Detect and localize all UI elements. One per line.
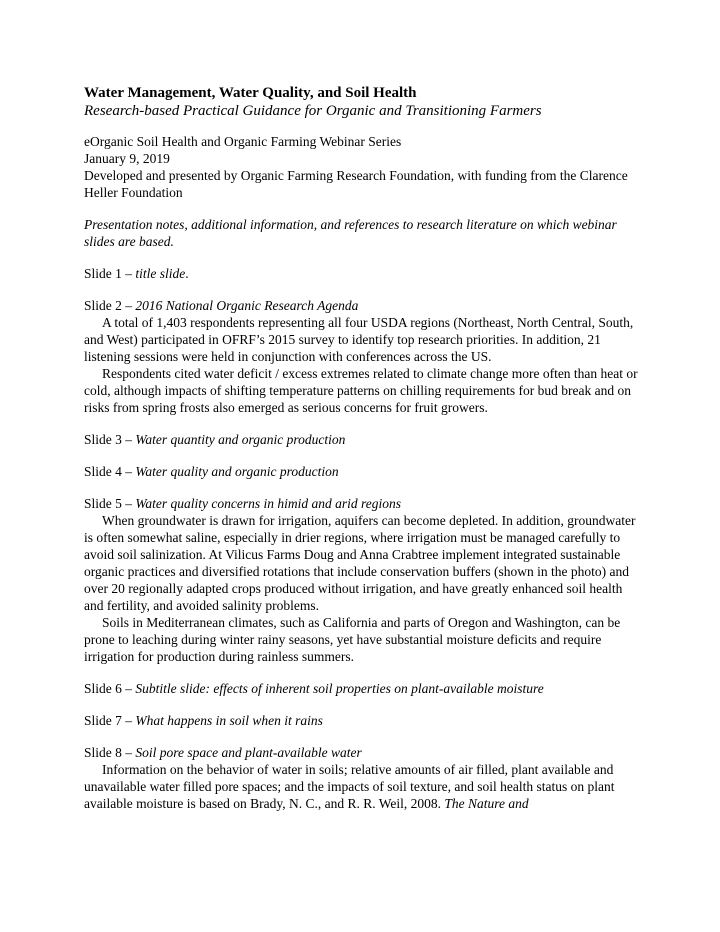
slide-label: Slide 8 – xyxy=(84,745,136,760)
document-title: Water Management, Water Quality, and Soil Health xyxy=(84,85,417,101)
slide-heading xyxy=(84,265,644,282)
document-page xyxy=(84,84,644,812)
slide-title: Subtitle slide: effects of inherent soil properties on plant-available moisture xyxy=(135,681,544,696)
slide-label: Slide 3 – xyxy=(84,432,136,447)
slide-suffix: . xyxy=(185,266,189,281)
slide-title: title slide xyxy=(135,266,186,281)
credit-line: Developed and presented by Organic Farming Research Foundation, with funding from the Clarence Heller Foundation xyxy=(84,168,628,200)
date-line: January 9, 2019 xyxy=(84,151,170,166)
slide-heading xyxy=(84,431,644,448)
slide-title: Soil pore space and plant-available water xyxy=(135,745,362,760)
slide-paragraph-text: Information on the behavior of water in soils; relative amounts of air filled, plant available and unavailable water filled pore spaces; and the impacts of soil texture, and soil health status on plant available moisture is based on Brady, N. C., and R. R. Weil, 2008. xyxy=(84,762,615,811)
slide-label: Slide 6 – xyxy=(84,681,136,696)
document-subtitle: Research-based Practical Guidance for Organic and Transitioning Farmers xyxy=(84,103,542,119)
slide-heading xyxy=(84,297,644,314)
slide-label: Slide 1 – xyxy=(84,266,136,281)
slide-heading xyxy=(84,495,644,512)
slide-title: Water quality and organic production xyxy=(135,464,339,479)
slide-title: Water quantity and organic production xyxy=(135,432,346,447)
slide-label: Slide 7 – xyxy=(84,713,136,728)
slide-heading xyxy=(84,744,644,761)
slide-title: Water quality concerns in himid and arid regions xyxy=(135,496,402,511)
slide-label: Slide 2 – xyxy=(84,298,136,313)
intro-note: Presentation notes, additional information, and references to research literature on which webinar slides are based. xyxy=(84,217,617,249)
slide-heading xyxy=(84,680,644,697)
slide-label: Slide 4 – xyxy=(84,464,136,479)
slide-paragraph: A total of 1,403 respondents representing all four USDA regions (Northeast, North Central, South, and West) participated in OFRF’s 2015 survey to identify top research priorities. In addition, 21 listening sessions were held in conjunction with conferences across the US. xyxy=(84,315,634,364)
series-line: eOrganic Soil Health and Organic Farming Webinar Series xyxy=(84,134,402,149)
slide-paragraph xyxy=(84,761,644,812)
slide-title: 2016 National Organic Research Agenda xyxy=(135,298,359,313)
slide-paragraph: When groundwater is drawn for irrigation, aquifers can become depleted. In addition, groundwater is often somewhat saline, especially in drier regions, where irrigation must be managed carefully to avoid soil salinization. At Vilicus Farms Doug and Anna Crabtree implement integrated sustainable organic practices and diversified rotations that include conservation buffers (shown in the photo) and over 20 regionally adapted crops produced without irrigation, and have greatly enhanced soil health and fertility, and avoided salinity problems. xyxy=(84,513,636,613)
slide-heading xyxy=(84,463,644,480)
reference-title: The Nature and xyxy=(444,796,529,811)
slide-title: What happens in soil when it rains xyxy=(135,713,323,728)
slide-paragraph: Respondents cited water deficit / excess extremes related to climate change more often than heat or cold, although impacts of shifting temperature patterns on chilling requirements for bud break and on risks from spring frosts also emerged as serious concerns for fruit growers. xyxy=(84,366,638,415)
slide-label: Slide 5 – xyxy=(84,496,136,511)
slide-paragraph: Soils in Mediterranean climates, such as California and parts of Oregon and Washington, can be prone to leaching during winter rainy seasons, yet have substantial moisture deficits and require irrigation for production during rainless summers. xyxy=(84,615,621,664)
slide-heading xyxy=(84,712,644,729)
